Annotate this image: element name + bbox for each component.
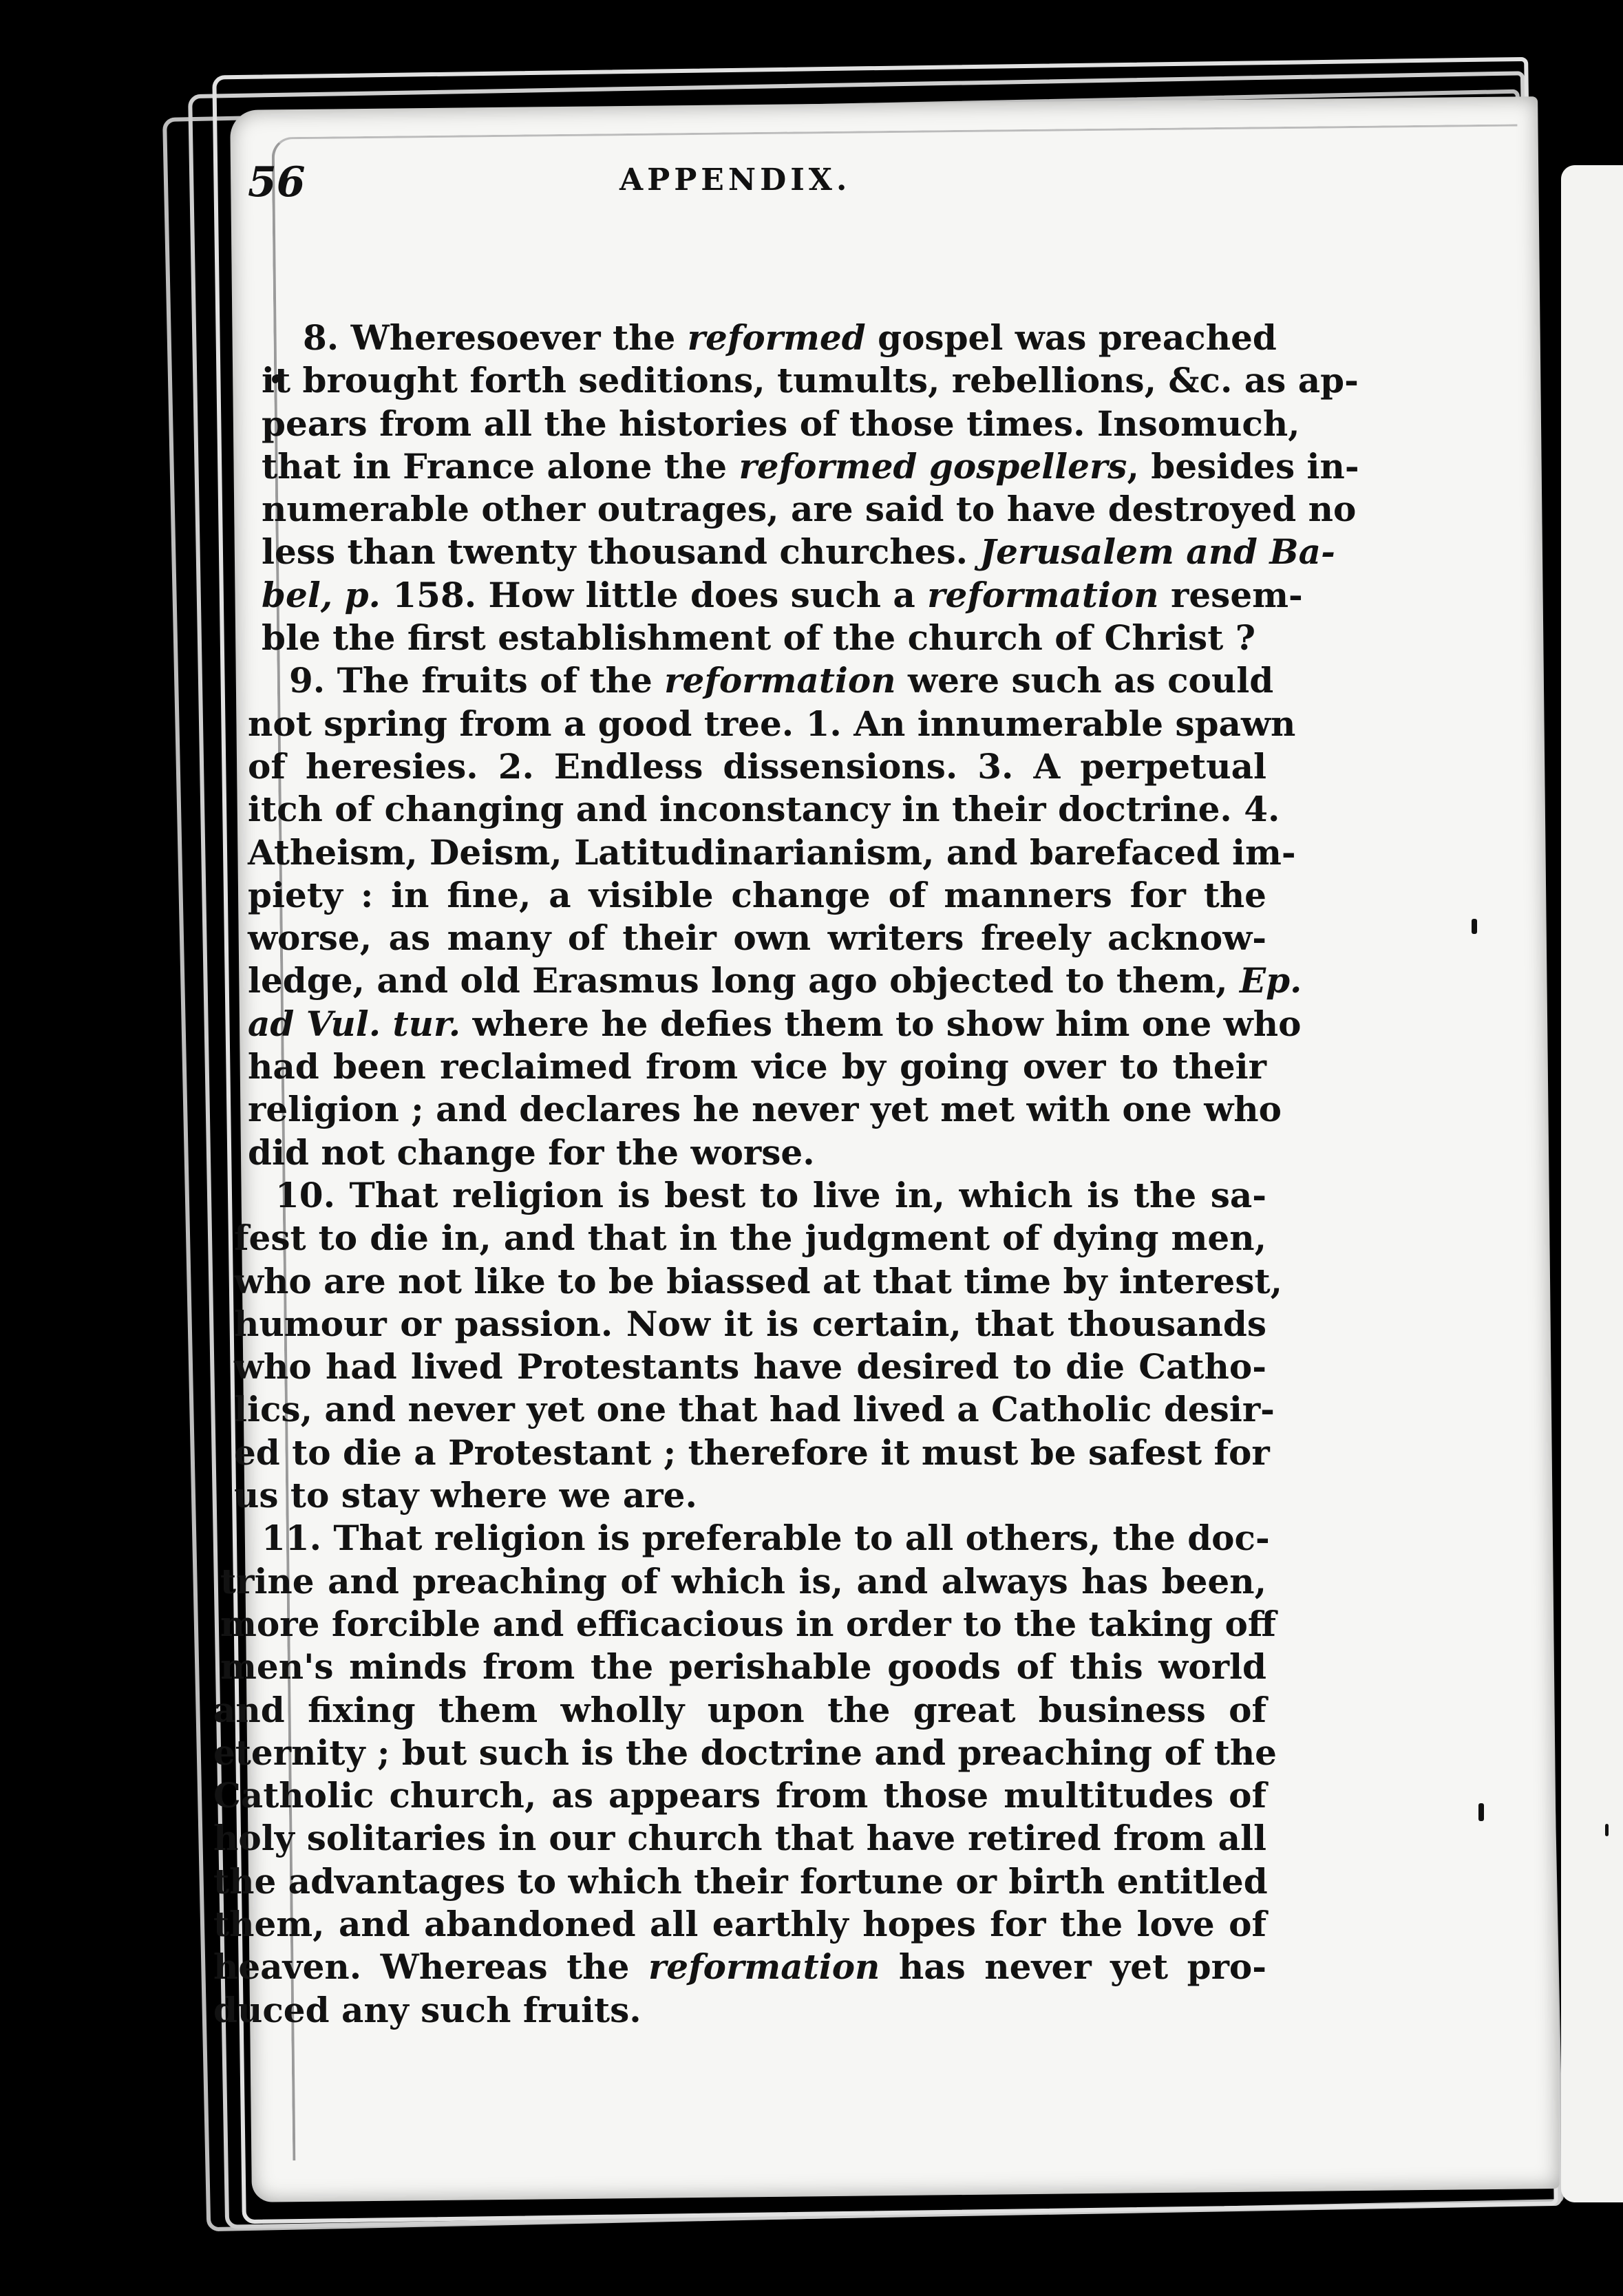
text-run: less than twenty thousand churches. bbox=[262, 531, 980, 573]
text-run: the advantages to which their fortune or birth entitled bbox=[213, 1860, 1268, 1902]
text-line bbox=[213, 1817, 1266, 1860]
italic-text-run: Ep. bbox=[1239, 960, 1302, 1001]
text-run: ledge, and old Erasmus long ago objected to them, bbox=[248, 960, 1240, 1001]
text-line bbox=[248, 703, 1296, 745]
text-line bbox=[234, 1174, 1266, 1217]
italic-text-run: ad Vul. tur. bbox=[248, 1003, 461, 1044]
text-run: worse, as many of their own writers freely acknow- bbox=[248, 917, 1266, 959]
page-header bbox=[248, 158, 1184, 241]
text-line bbox=[262, 403, 1300, 445]
italic-text-run: reformed bbox=[687, 317, 866, 358]
text-run: fest to die in, and that in the judgment of dying men, bbox=[234, 1218, 1266, 1259]
text-line bbox=[248, 831, 1296, 874]
text-line bbox=[234, 1303, 1266, 1346]
text-run: 9. The fruits of the bbox=[289, 660, 665, 701]
text-line bbox=[234, 1217, 1266, 1259]
text-line bbox=[220, 1560, 1266, 1603]
text-run: pears from all the histories of those times. Insomuch, bbox=[262, 403, 1300, 444]
text-line bbox=[234, 1388, 1275, 1431]
text-line bbox=[213, 1689, 1266, 1732]
text-run: 8. Wheresoever the bbox=[303, 317, 688, 358]
text-run: Catholic church, as appears from those multitudes of bbox=[213, 1775, 1266, 1816]
text-line bbox=[248, 1045, 1266, 1088]
running-head: APPENDIX. bbox=[619, 162, 851, 198]
text-run: lics, and never yet one that had lived a Catholic desir- bbox=[234, 1389, 1275, 1430]
text-run: Atheism, Deism, Latitudinarianism, and barefaced im- bbox=[248, 831, 1296, 873]
text-run: men's minds from the perishable goods of this world bbox=[220, 1646, 1266, 1688]
text-run: of heresies. 2. Endless dissensions. 3. A perpetual bbox=[248, 745, 1266, 787]
text-run: 11. That religion is preferable to all others, the doc- bbox=[262, 1518, 1270, 1559]
text-line bbox=[213, 1989, 1266, 2032]
text-line bbox=[262, 317, 1277, 359]
text-run: not spring from a good tree. 1. An innumerable spawn bbox=[248, 703, 1296, 744]
text-run: eternity ; but such is the doctrine and preaching of the bbox=[213, 1732, 1277, 1773]
text-line bbox=[248, 917, 1266, 959]
text-line bbox=[262, 488, 1357, 531]
text-line bbox=[213, 1903, 1266, 1946]
text-run: humour or passion. Now it is certain, that thousands bbox=[234, 1303, 1266, 1344]
text-run: , besides in- bbox=[1127, 445, 1359, 487]
text-run: 10. That religion is best to live in, which is the sa- bbox=[275, 1174, 1266, 1215]
italic-text-run: reformation bbox=[664, 660, 896, 701]
text-line bbox=[213, 1860, 1266, 1903]
paragraph-8 bbox=[234, 317, 1359, 659]
text-line bbox=[234, 1346, 1266, 1388]
text-run: resem- bbox=[1158, 574, 1303, 615]
text-line bbox=[220, 1603, 1276, 1646]
italic-text-run: Jerusalem and Ba- bbox=[979, 531, 1335, 573]
italic-text-run: reformation bbox=[927, 574, 1159, 615]
text-run: ed to die a Protestant ; therefore it must be safest for bbox=[234, 1432, 1270, 1473]
paragraph-9 bbox=[234, 659, 1302, 1174]
text-line bbox=[248, 1131, 1266, 1174]
text-line bbox=[262, 531, 1335, 573]
text-line bbox=[220, 1517, 1270, 1560]
text-line bbox=[248, 874, 1266, 917]
text-run: ble the first establishment of the church of Christ ? bbox=[262, 617, 1255, 659]
text-run: trine and preaching of which is, and always has been, bbox=[220, 1560, 1266, 1602]
italic-text-run: reformation bbox=[648, 1946, 880, 1988]
text-run: us to stay where we are. bbox=[234, 1475, 697, 1516]
text-line bbox=[262, 617, 1266, 659]
paragraph-11 bbox=[213, 1517, 1277, 2032]
text-line bbox=[262, 445, 1359, 488]
italic-text-run: reformed gospellers bbox=[739, 445, 1127, 487]
text-line bbox=[248, 959, 1302, 1002]
text-run: 158. How little does such a bbox=[380, 574, 928, 615]
text-run: religion ; and declares he never yet met with one who bbox=[248, 1089, 1282, 1130]
ink-speck bbox=[1478, 1803, 1484, 1821]
text-run: duced any such fruits. bbox=[213, 1989, 641, 2030]
ink-speck bbox=[1605, 1824, 1609, 1836]
body-text bbox=[213, 317, 1359, 2032]
text-run: has never yet pro- bbox=[880, 1946, 1267, 1988]
facing-page bbox=[1561, 165, 1623, 2202]
text-line bbox=[262, 359, 1359, 402]
text-line bbox=[234, 1260, 1282, 1303]
text-run: had been reclaimed from vice by going over to their bbox=[248, 1046, 1266, 1087]
text-run: more forcible and efficacious in order to the taking off bbox=[220, 1603, 1276, 1644]
text-line bbox=[248, 745, 1266, 788]
ink-speck bbox=[1472, 919, 1477, 934]
text-run: holy solitaries in our church that have retired from all bbox=[213, 1818, 1266, 1859]
text-line bbox=[248, 1003, 1302, 1045]
text-line bbox=[262, 574, 1303, 617]
text-line bbox=[234, 1474, 1266, 1517]
text-run: who are not like to be biassed at that time by interest, bbox=[234, 1260, 1282, 1301]
text-line bbox=[220, 1646, 1266, 1688]
text-run: heaven. Whereas the bbox=[213, 1946, 648, 1988]
text-line bbox=[213, 1946, 1266, 1988]
text-line bbox=[234, 1432, 1270, 1474]
text-run: them, and abandoned all earthly hopes for the love of bbox=[213, 1903, 1266, 1944]
paragraph-10 bbox=[234, 1174, 1282, 1517]
text-line bbox=[213, 1774, 1266, 1817]
text-line bbox=[213, 1732, 1277, 1774]
text-run: that in France alone the bbox=[262, 445, 739, 487]
italic-text-run: bel, p. bbox=[262, 574, 381, 615]
text-run: it brought forth seditions, tumults, rebellions, &c. as ap- bbox=[262, 360, 1359, 401]
text-line bbox=[248, 659, 1274, 702]
text-run: itch of changing and inconstancy in their doctrine. 4. bbox=[248, 789, 1280, 830]
text-run: did not change for the worse. bbox=[248, 1131, 815, 1173]
text-run: gospel was preached bbox=[865, 317, 1277, 358]
text-run: numerable other outrages, are said to have destroyed no bbox=[262, 489, 1357, 530]
text-run: were such as could bbox=[895, 660, 1274, 701]
text-line bbox=[248, 1088, 1282, 1131]
text-line bbox=[248, 788, 1280, 831]
page-number: 56 bbox=[248, 158, 306, 206]
text-run: who had lived Protestants have desired to die Catho- bbox=[234, 1346, 1266, 1388]
text-run: piety : in fine, a visible change of manners for the bbox=[248, 874, 1266, 915]
text-run: and fixing them wholly upon the great business of bbox=[213, 1689, 1266, 1730]
text-run: where he defies them to show him one who bbox=[460, 1003, 1302, 1044]
